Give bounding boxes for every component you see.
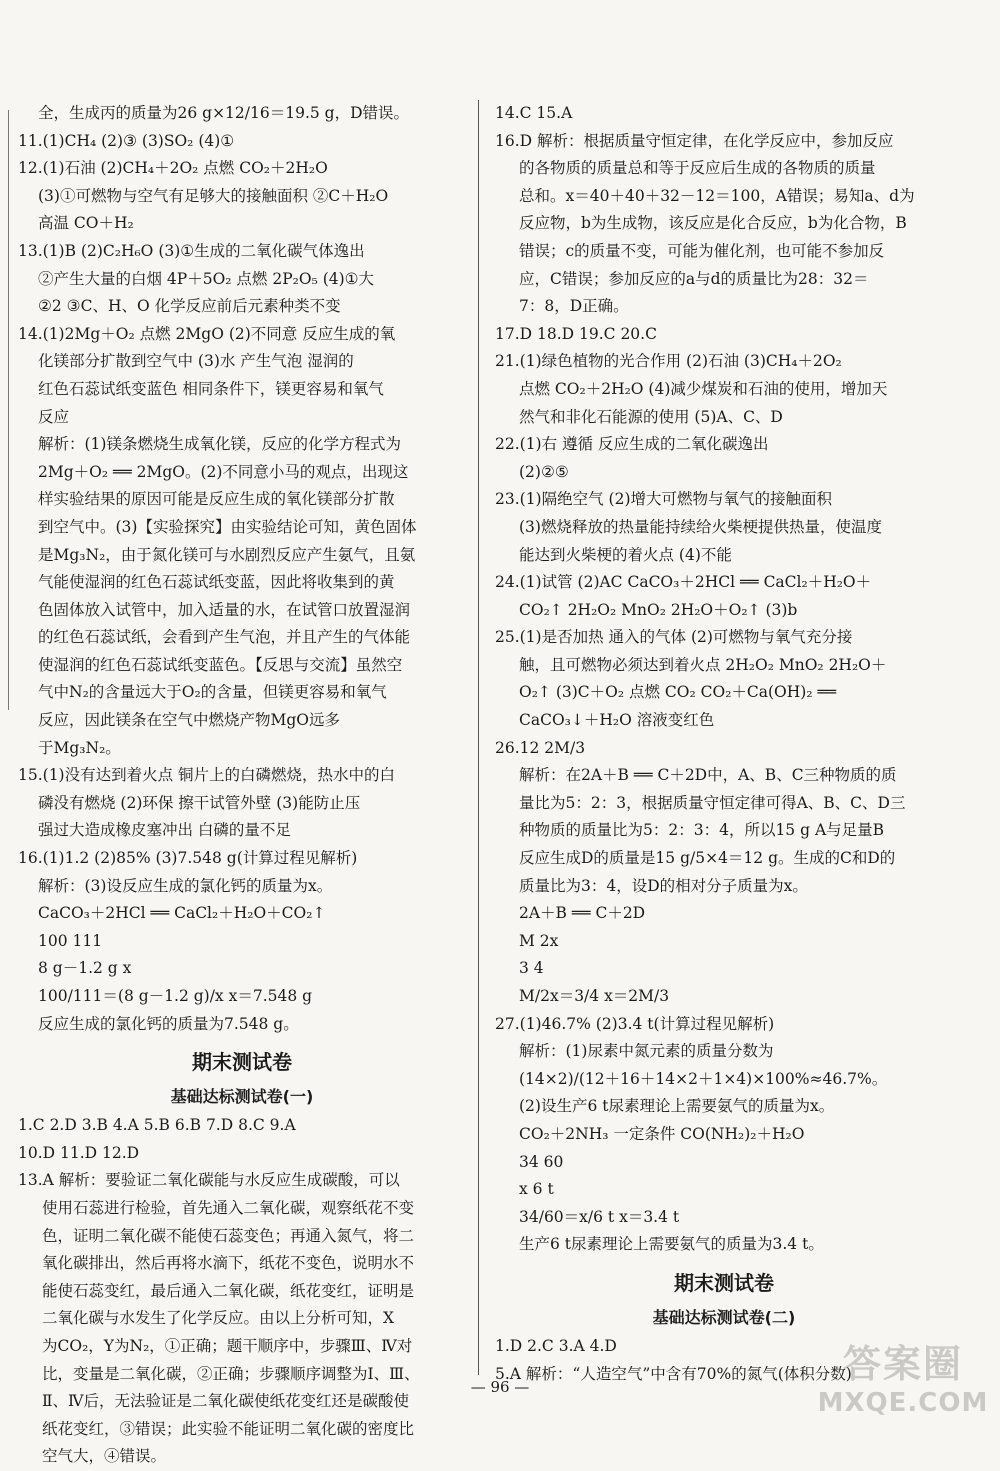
left-answers: [18, 100, 466, 1038]
answer-line: 的各物质的质量总和等于反应后生成的各物质的质量: [519, 159, 876, 178]
answer-line: 到空气中。(3)【实验探究】由实验结论可知，黄色固体: [38, 517, 417, 536]
left-column: [18, 100, 466, 1471]
answer-line: 解析：(3)设反应生成的氯化钙的质量为x。: [38, 876, 333, 895]
exam-title-right: 期末测试卷: [674, 1270, 774, 1295]
answer-line: 3 4: [519, 959, 544, 978]
answer-line: 34/60＝x/6 t x＝3.4 t: [519, 1207, 680, 1226]
exam-title-left: 期末测试卷: [192, 1050, 292, 1075]
answer-line: 红色石蕊试纸变蓝色 相同条件下，镁更容易和氧气: [38, 379, 384, 398]
answer-line: 反应物，b为生成物，该反应是化合反应，b为化合物，B: [519, 214, 907, 233]
answer-line: 气中N₂的含量远大于O₂的含量，但镁更容易和氧气: [38, 683, 387, 702]
answer-line: 强过大造成橡皮塞冲出 白磷的量不足: [38, 821, 291, 840]
answer-line: (2)②⑤: [519, 462, 569, 481]
answer-line: CaCO₃＋2HCl ══ CaCl₂＋H₂O＋CO₂↑: [38, 904, 326, 923]
answer-line: 量比为5：2：3，根据质量守恒定律可得A、B、C、D三: [519, 793, 906, 812]
answer-line: 空气大，④错误。: [42, 1447, 167, 1466]
answer-line: CO₂＋2NH₃ 一定条件 CO(NH₂)₂＋H₂O: [519, 1124, 805, 1143]
answer-line: 解析：(1)镁条燃烧生成氧化镁，反应的化学方程式为: [38, 435, 401, 454]
answer-line: 解析：(1)尿素中氮元素的质量分数为: [519, 1042, 774, 1061]
answer-line: 11.(1)CH₄ (2)③ (3)SO₂ (4)①: [18, 131, 235, 150]
answer-line: 22.(1)右 遵循 反应生成的二氧化碳逸出: [495, 435, 769, 454]
answer-line: (3)①可燃物与空气有足够大的接触面积 ②C＋H₂O: [38, 186, 389, 205]
answer-line: 的红色石蕊试纸，会看到产生气泡，并且产生的气体能: [38, 628, 411, 647]
answer-line: Ⅱ、Ⅳ后，无法验证是二氧化碳使纸花变红还是碳酸使: [42, 1392, 410, 1411]
answer-line: 100 111: [38, 931, 103, 950]
answer-line: 磷没有燃烧 (2)环保 擦干试管外壁 (3)能防止压: [38, 793, 361, 812]
answer-line: 样实验结果的原因可能是反应生成的氧化镁部分扩散: [38, 490, 395, 509]
answer-line: 比，变量是二氧化碳，②正确；步骤顺序调整为Ⅰ、Ⅲ、: [42, 1364, 420, 1383]
answer-line: 反应，因此镁条在空气中燃烧产物MgO远多: [38, 711, 341, 730]
right-column: [495, 100, 953, 1388]
answer-line: 然气和非化石能源的使用 (5)A、C、D: [519, 407, 783, 426]
exam-subtitle-left: 基础达标测试卷(一): [170, 1087, 314, 1107]
answer-line: 25.(1)是否加热 通入的气体 (2)可燃物与氧气充分接: [495, 628, 853, 647]
answer-line: 错误；c的质量不变，可能为催化剂，也可能不参加反: [519, 241, 885, 260]
answer-line: 应，C错误；参加反应的a与d的质量比为28：32＝: [519, 269, 869, 288]
answer-line: 反应生成的氯化钙的质量为7.548 g。: [38, 1014, 299, 1033]
answer-line: 100/111＝(8 g－1.2 g)/x x＝7.548 g: [38, 987, 313, 1005]
answer-line: M/2x＝3/4 x＝2M/3: [519, 987, 670, 1005]
answer-line: 使用石蕊进行检验，首先通入二氧化碳，观察纸花不变: [42, 1198, 415, 1217]
answer-line: 2Mg＋O₂ ══ 2MgO。(2)不同意小马的观点，出现这: [38, 462, 409, 481]
answer-line: 种物质的质量比为5：2：3：4，所以15 g A与足量B: [519, 821, 885, 840]
answer-line: 26.12 2M/3: [495, 738, 586, 757]
answer-line: O₂↑ (3)C＋O₂ 点燃 CO₂ CO₂＋Ca(OH)₂ ══: [519, 683, 837, 702]
answer-line: 为CO₂，Y为N₂，①正确；题干顺序中，步骤Ⅲ、Ⅳ对: [42, 1336, 413, 1355]
watermark-logo: [808, 1340, 998, 1430]
answer-line: ②产生大量的白烟 4P＋5O₂ 点燃 2P₂O₅ (4)①大: [38, 269, 375, 288]
answer-line: CO₂↑ 2H₂O₂ MnO₂ 2H₂O＋O₂↑ (3)b: [519, 600, 798, 619]
answer-line: 能达到火柴梗的着火点 (4)不能: [519, 545, 732, 564]
answer-line: CaCO₃↓＋H₂O 溶液变红色: [519, 711, 715, 730]
answer-line: 触，且可燃物必须达到着火点 2H₂O₂ MnO₂ 2H₂O＋: [519, 655, 887, 674]
answer-line: 15.(1)没有达到着火点 铜片上的白磷燃烧，热水中的白: [18, 766, 396, 785]
answer-line: 色，证明二氧化碳不能使石蕊变色；再通入氮气，将二: [42, 1226, 415, 1245]
answer-line: 使湿润的红色石蕊试纸变蓝色。【反思与交流】虽然空: [38, 655, 403, 674]
watermark-url: MXQE.COM: [817, 1388, 989, 1418]
answer-line: 5.A 解析：“人造空气”中含有70%的氮气(体积分数): [495, 1364, 852, 1383]
answer-line: 1.D 2.C 3.A 4.D: [495, 1336, 617, 1355]
answer-line: 14.C 15.A: [495, 104, 573, 122]
answer-line: 氧化碳排出，然后再将水滴下，纸花不变色，说明水不: [42, 1254, 415, 1273]
answer-line: (3)燃烧释放的热量能持续给火柴梗提供热量，使温度: [519, 517, 882, 536]
answer-line: 反应: [38, 407, 70, 426]
answer-line: 生产6 t尿素理论上需要氨气的质量为3.4 t。: [519, 1235, 824, 1254]
answer-line: 21.(1)绿色植物的光合作用 (2)石油 (3)CH₄＋2O₂: [495, 352, 842, 371]
answer-line: 质量比为3：4，设D的相对分子质量为x。: [519, 876, 808, 895]
answer-line: 纸花变红，③错误；此实验不能证明二氧化碳的密度比: [42, 1419, 415, 1438]
answer-line: x 6 t: [519, 1180, 554, 1199]
left-answers-2: [18, 1112, 466, 1471]
page-number: — 96 —: [470, 1378, 530, 1396]
answer-line: 16.D 解析：根据质量守恒定律，在化学反应中，参加反应: [495, 131, 894, 150]
answer-line: M 2x: [519, 931, 559, 950]
answer-line: 色固体放入试管中，加入适量的水，在试管口放置湿润: [38, 600, 411, 619]
answer-line: 总和。x＝40＋40＋32－12＝100，A错误；易知a、d为: [519, 186, 915, 205]
answer-line: 12.(1)石油 (2)CH₄＋2O₂ 点燃 CO₂＋2H₂O: [18, 159, 328, 178]
answer-line: 反应生成D的质量是15 g/5×4＝12 g。生成的C和D的: [519, 849, 896, 868]
answer-line: 是Mg₃N₂，由于氮化镁可与水剧烈反应产生氨气，且氨: [38, 545, 416, 564]
answer-line: 二氧化碳与水发生了化学反应。由以上分析可知，X: [42, 1309, 395, 1328]
answer-line: 17.D 18.D 19.C 20.C: [495, 324, 657, 343]
answer-line: 能使石蕊变红，最后通入二氧化碳，纸花变红，证明是: [42, 1281, 415, 1300]
answer-line: 解析：在2A＋B ══ C＋2D中，A、B、C三种物质的质: [519, 766, 897, 785]
answer-line: 34 60: [519, 1152, 564, 1171]
answer-line: 27.(1)46.7% (2)3.4 t(计算过程见解析): [495, 1014, 775, 1033]
answer-line: (14×2)/(12＋16＋14×2＋1×4)×100%≈46.7%。: [519, 1069, 888, 1088]
answer-line: 点燃 CO₂＋2H₂O (4)减少煤炭和石油的使用，增加天: [519, 379, 888, 398]
answer-line: 23.(1)隔绝空气 (2)增大可燃物与氧气的接触面积: [495, 490, 832, 509]
answer-line: 气能使湿润的红色石蕊试纸变蓝，因此将收集到的黄: [38, 573, 395, 592]
answer-line: 2A＋B ══ C＋2D: [519, 904, 646, 923]
answer-line: 8 g－1.2 g x: [38, 959, 132, 978]
answer-line: ②2 ③C、H、O 化学反应前后元素种类不变: [38, 297, 341, 316]
answer-line: (2)设生产6 t尿素理论上需要氨气的质量为x。: [519, 1097, 835, 1116]
answer-line: 1.C 2.D 3.B 4.A 5.B 6.B 7.D 8.C 9.A: [18, 1116, 296, 1135]
answer-line: 13.A 解析：要验证二氧化碳能与水反应生成碳酸，可以: [18, 1171, 400, 1190]
right-answers: [495, 100, 953, 1259]
answer-line: 7：8，D正确。: [519, 297, 629, 316]
answer-line: 10.D 11.D 12.D: [18, 1143, 140, 1162]
answer-line: 13.(1)B (2)C₂H₆O (3)①生成的二氧化碳气体逸出: [18, 241, 365, 260]
answer-line: 14.(1)2Mg＋O₂ 点燃 2MgO (2)不同意 反应生成的氧: [18, 324, 396, 343]
answer-line: 全，生成丙的质量为26 g×12/16＝19.5 g，D错误。: [38, 104, 410, 122]
binding-edge-line: [8, 110, 9, 710]
column-divider: [478, 100, 479, 1375]
exam-subtitle-right: 基础达标测试卷(二): [652, 1307, 796, 1327]
answer-line: 高温 CO＋H₂: [38, 214, 134, 233]
watermark-title: 答案圈: [842, 1342, 963, 1386]
answer-line: 于Mg₃N₂。: [38, 738, 121, 757]
answer-line: 24.(1)试管 (2)AC CaCO₃＋2HCl ══ CaCl₂＋H₂O＋: [495, 573, 872, 592]
answer-line: 16.(1)1.2 (2)85% (3)7.548 g(计算过程见解析): [18, 849, 358, 868]
answer-line: 化镁部分扩散到空气中 (3)水 产生气泡 湿润的: [38, 352, 354, 371]
